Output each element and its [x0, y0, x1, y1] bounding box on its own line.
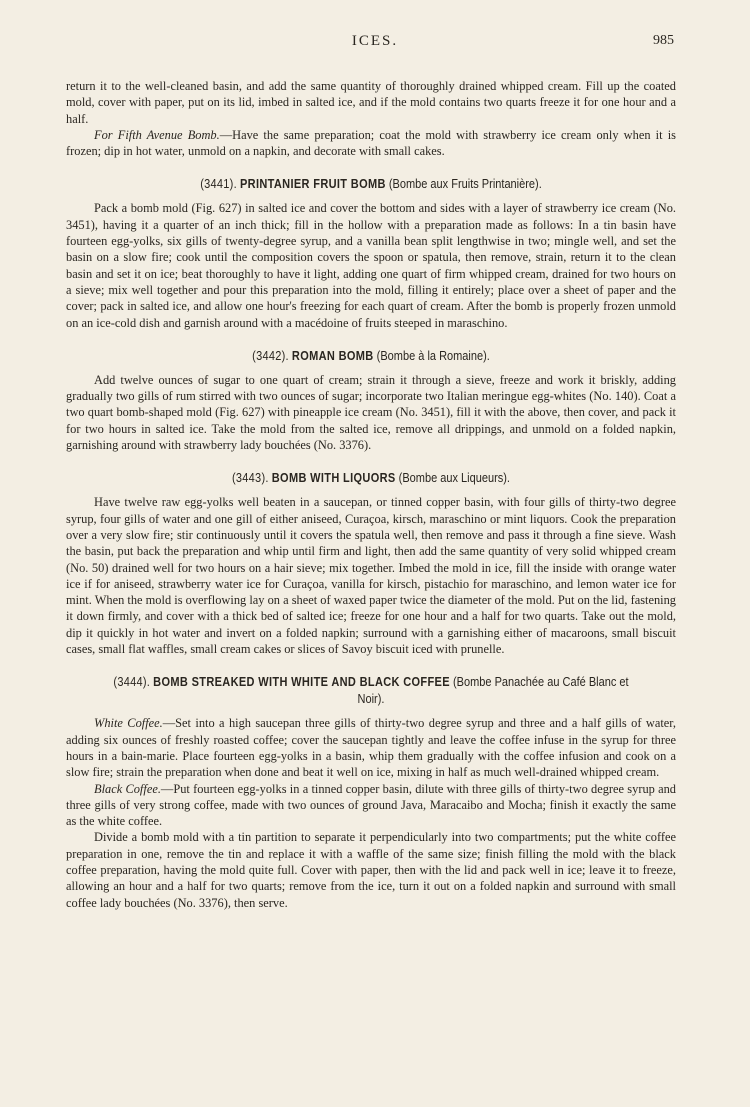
section-text: —Set into a high saucepan three gills of thirty-two degree syrup and three and a half gills of water, adding six ounces of freshly roasted coffee; cover the saucepan tightly and leave the coffee infuse in the syrup for three hours in a bain-marie. Place fourteen egg-yolks in a basin, whip them gradually with the coffee infusion and cook on a slow fire; strain the preparation when done and beat it well on ice, mixing in half as much well-drained whipped cream.	[66, 716, 676, 780]
recipe-number: (3441).	[200, 176, 237, 192]
section-text: —Put fourteen egg-yolks in a tinned copper basin, dilute with three gills of thirty-two degree syrup and three gills of very strong coffee, made with two ounces of ground Java, Maracaibo and Mocha; finish it exactly the same as the white coffee.	[66, 781, 676, 829]
page-number: 985	[653, 33, 674, 48]
running-head	[0, 33, 750, 53]
recipe-name: BOMB STREAKED WITH WHITE AND BLACK COFFEE	[153, 674, 450, 690]
recipe-heading-3444	[109, 673, 634, 707]
recipe-name: ROMAN BOMB	[291, 347, 374, 363]
recipe-heading-3442	[109, 347, 634, 364]
recipe-name: PRINTANIER FRUIT BOMB	[239, 176, 386, 192]
recipe-french-name: (Bombe à la Romaine).	[376, 347, 490, 363]
recipe-number: (3442).	[252, 347, 289, 363]
recipe-number: (3443).	[232, 470, 269, 486]
recipe-section-white-coffee	[66, 715, 676, 780]
section-text: Divide a bomb mold with a tin partition to separate it perpendicularly into two compartments; put the white coffee preparation in one, remove the tin and replace it with a waffle of the same size; finish filling the mold with the black coffee preparation, having the mold quite full. Cover with paper, then with the lid and pack well in ice; leave it to freeze, allowing an hour and a half for two quarts; remove from the ice, turn it out on a folded napkin and surround with small coffee lady bouchées (No. 3376), then serve.	[66, 830, 676, 910]
variant-text: —Have the same preparation; coat the mold with strawberry ice cream only when it is frozen; dip in hot water, unmold on a napkin, and decorate with small cakes.	[66, 127, 676, 159]
section-lead: White Coffee.	[94, 716, 163, 731]
recipe-french-name: (Bombe aux Liqueurs).	[398, 470, 510, 486]
recipe-paragraph: Pack a bomb mold (Fig. 627) in salted ice and cover the bottom and sides with a layer of strawberry ice cream (No. 3451), having it a quarter of an inch thick; fill in the hollow with a preparation made as follows: In a tin basin have fourteen egg-yolks, six gills of twenty-degree syrup, and a vanilla bean split lengthwise in two; mingle well, and set the basin on a slow fire; cook until the composition covers the spoon or spatula, then remove, strain, return it to the clean basin and set it on ice; beat thoroughly to have it light, adding one quart of firm whipped cream, drained for two hours on a sieve; mix well together and pour this preparation into the mold, filling it entirely; place over a sheet of paper and the cover; pack in salted ice, and allow one hour's freezing for each quart of cream. After the bomb is properly frozen unmold on an ice-cold dish and garnish around with a macédoine of fruits steeped in maraschino.	[66, 201, 676, 330]
running-title: ICES.	[351, 33, 399, 49]
recipe-heading-3443	[109, 469, 634, 486]
recipe-french-name: (Bombe aux Fruits Printanière).	[388, 176, 542, 192]
recipe-paragraph: Have twelve raw egg-yolks well beaten in a saucepan, or tinned copper basin, with four gills of thirty-two degree syrup, four gills of water and one gill of either aniseed, Curaçoa, kirsch, maraschino or mint liquors. Cook the preparation over a very slow fire; stir continuously until it covers the spatula well, then remove and pass it through a fine sieve. Wash the basin, put back the preparation and whip until firm and light, then add the same quantity of very solid whipped cream (No. 50) drained well for two hours on a hair sieve; mix together. Imbed the mold in ice, fill the inside with orange water ice if for aniseed, strawberry water ice for Curaçoa, vanilla for kirsch, pistachio for maraschino, and lemon water ice for mint. When the mold is overflowing lay on a sheet of waxed paper twice the diameter of the mold. Put on the lid, fastening it down firmly, and cover with a thick bed of salted ice; freeze for one hour and a half for two quarts. Take out the mold, dip it quickly in hot water and invert on a folded napkin; surround with a garnishing either of macaroons, small biscuit cases, small flat waffles, small cream cakes or slices of Savoy biscuit iced with prunelle.	[66, 495, 676, 657]
section-lead: Black Coffee.	[94, 781, 161, 796]
recipe-number: (3444).	[113, 674, 151, 690]
recipe-name: BOMB WITH LIQUORS	[271, 470, 396, 486]
recipe-paragraph: Add twelve ounces of sugar to one quart of cream; strain it through a sieve, freeze and work it briskly, adding gradually two gills of rum stirred with two ounces of sugar; incorporate two Italian meringue egg-whites (No. 140). Coat a two quart bomb-shaped mold (Fig. 627) with pineapple ice cream (No. 3451), fill it with the above, then cover, and pack it for two hours in salted ice. Take the mold from the salted ice, remove all drippings, and unmold on a folded napkin, garnishing around with strawberry lady bouchées (No. 3376).	[66, 372, 676, 453]
recipe-section-black-coffee	[66, 781, 676, 830]
variant-paragraph	[66, 127, 676, 160]
page-body	[66, 78, 676, 911]
variant-lead: For Fifth Avenue Bomb.	[94, 127, 220, 142]
recipe-section-assembly	[66, 829, 676, 910]
recipe-heading-3441	[109, 175, 634, 192]
recipe-french-name: (Bombe Panachée au Café Blanc et Noir).	[357, 674, 629, 707]
continuation-paragraph: return it to the well-cleaned basin, and add the same quantity of thoroughly drained whipped cream. Fill up the coated mold, cover with paper, put on its lid, imbed in salted ice, and if the mold contains two quarts freeze it for one hour and a half.	[66, 79, 676, 126]
